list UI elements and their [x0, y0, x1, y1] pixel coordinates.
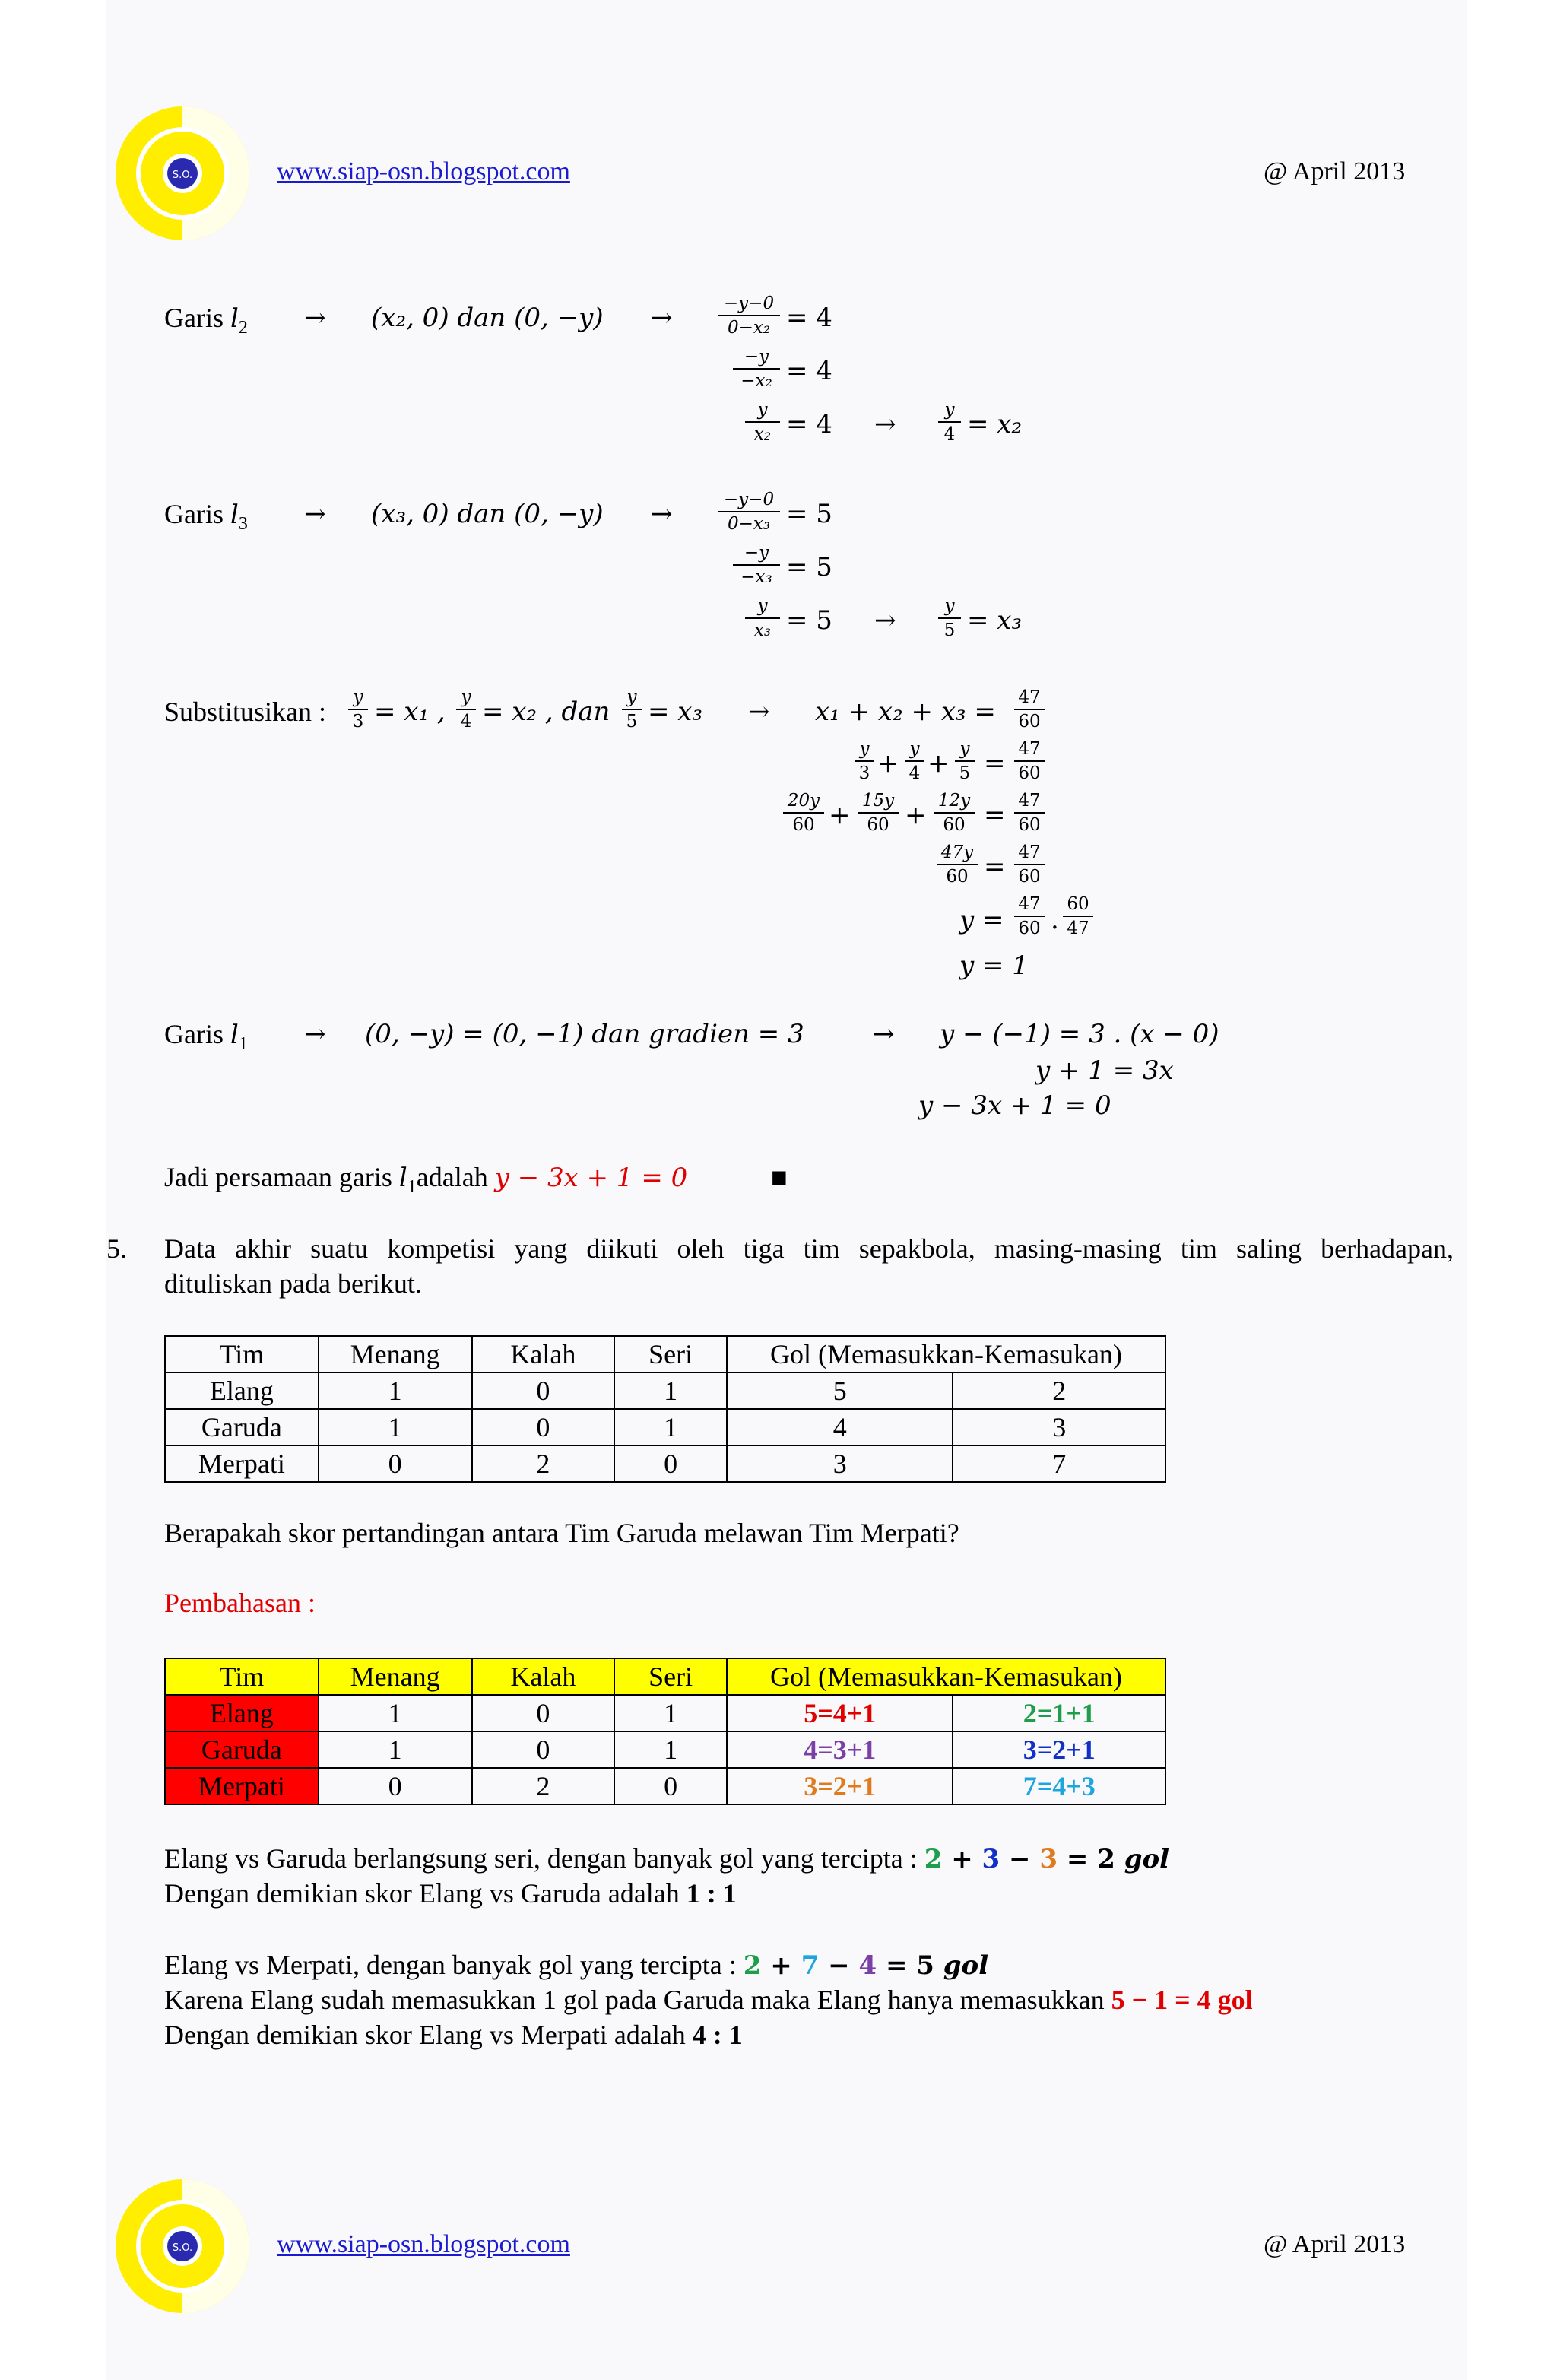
header-cell: Kalah	[472, 1336, 615, 1372]
table-cell: 0	[472, 1695, 615, 1731]
header-cell: Seri	[614, 1658, 727, 1695]
garis-l3-points: (x₃, 0) dan (0, −y)	[371, 499, 604, 529]
l3-arrow3: →	[874, 605, 896, 636]
l2-arrow3: →	[874, 409, 896, 440]
problem-number: 5.	[106, 1233, 127, 1264]
table-cell: 0	[614, 1445, 727, 1482]
problem-line-2: dituliskan pada berikut.	[164, 1268, 422, 1299]
table-row	[165, 1445, 1165, 1482]
goal-out-cell: 2=1+1	[953, 1695, 1165, 1731]
s3-plus1: +	[829, 800, 851, 830]
logo-text: S.O.	[172, 170, 193, 181]
table-cell: 1	[614, 1731, 727, 1768]
header-cell: Gol (Memasukkan-Kemasukan)	[727, 1336, 1165, 1372]
s2-frac-y3: y 3	[855, 738, 874, 784]
s2-plus2: +	[928, 748, 950, 779]
header-cell: Seri	[614, 1336, 727, 1372]
l2-frac-1: −y−0 0−x₂	[718, 293, 780, 338]
table-row	[165, 1695, 1165, 1731]
s2-plus1: +	[877, 748, 899, 779]
footer-url-link[interactable]: www.siap-osn.blogspot.com	[277, 2230, 570, 2258]
table-row	[165, 1731, 1165, 1768]
s3-plus2: +	[905, 800, 927, 830]
l2-frac-2: −y −x₂	[733, 346, 780, 392]
garis-l2-label: Garis $l_2$	[164, 303, 248, 338]
garis-l1-r3: y − 3x + 1 = 0	[918, 1090, 1111, 1121]
garis-l3-arrow: →	[304, 499, 326, 529]
table-cell: 5	[727, 1372, 953, 1409]
table-cell: 3	[953, 1409, 1165, 1445]
table-cell: 1	[319, 1409, 472, 1445]
subst-p3: = x₃	[648, 697, 703, 727]
garis-l1-r2: y + 1 = 3x	[1035, 1055, 1174, 1086]
table-cell: 1	[319, 1731, 472, 1768]
s5-dot: .	[1051, 905, 1059, 935]
table-header-row	[165, 1336, 1165, 1372]
table-cell: 1	[614, 1409, 727, 1445]
s3-eq: =	[984, 800, 1006, 830]
s5-frac-47-60: 47 60	[1014, 893, 1045, 939]
garis-l3-arrow2: →	[651, 499, 673, 529]
team-cell: Merpati	[165, 1768, 319, 1804]
table-cell: 1	[319, 1372, 472, 1409]
table-cell: 2	[472, 1445, 615, 1482]
footer-logo-icon	[114, 2178, 251, 2315]
s6-y1: y = 1	[959, 950, 1029, 981]
logo-icon	[114, 105, 251, 242]
subst-frac-y3: y 3	[348, 687, 368, 732]
garis-l1-r1: y − (−1) = 3 . (x − 0)	[940, 1019, 1219, 1049]
l2-eq3-rhs: = 4	[786, 409, 832, 440]
subst-frac-47-60-a: 47 60	[1014, 687, 1045, 732]
solution-line-3: Elang vs Merpati, dengan banyak gol yang tercipta : 2 + 7 − 4 = 5 gol	[164, 1950, 989, 1981]
garis-l3-label: Garis $l_3$	[164, 499, 248, 535]
l3-frac-res: y 5	[938, 595, 961, 641]
table-cell: 2	[953, 1372, 1165, 1409]
subst-p1: = x₁ ,	[374, 697, 446, 727]
header-date: @ April 2013	[1264, 157, 1406, 186]
garis-l2-points: (x₂, 0) dan (0, −y)	[371, 303, 604, 333]
l3-eq1-rhs: = 5	[786, 499, 832, 529]
solution-line-5: Dengan demikian skor Elang vs Merpati adalah 4 : 1	[164, 2020, 743, 2050]
question: Berapakah skor pertandingan antara Tim Garuda melawan Tim Merpati?	[164, 1518, 959, 1548]
table-row	[165, 1768, 1165, 1804]
header-cell: Tim	[165, 1658, 319, 1695]
l3-eq3-rhs: = 5	[786, 605, 832, 636]
table-cell: 7	[953, 1445, 1165, 1482]
header-cell: Gol (Memasukkan-Kemasukan)	[727, 1658, 1165, 1695]
goal-out-cell: 3=2+1	[953, 1731, 1165, 1768]
table-cell: 0	[472, 1731, 615, 1768]
subst-l1: x₁ + x₂ + x₃ =	[815, 697, 996, 727]
team-cell: Elang	[165, 1695, 319, 1731]
table-cell: 0	[319, 1445, 472, 1482]
table-cell: 0	[319, 1768, 472, 1804]
table-row	[165, 1409, 1165, 1445]
table-cell: Merpati	[165, 1445, 319, 1482]
table-cell: 0	[472, 1372, 615, 1409]
l2-frac-3: y x₂	[745, 399, 780, 445]
subst-arrow: →	[748, 697, 770, 727]
header-url-link[interactable]: www.siap-osn.blogspot.com	[277, 157, 570, 186]
solution-header-row	[165, 1658, 1165, 1695]
header-cell: Kalah	[472, 1658, 615, 1695]
table-cell: 1	[319, 1695, 472, 1731]
subst-p2: = x₂ , dan	[482, 697, 610, 727]
solution-table	[164, 1658, 1166, 1805]
solution-line-4: Karena Elang sudah memasukkan 1 gol pada Garuda maka Elang hanya memasukkan 5 − 1 = 4 gol	[164, 1985, 1253, 2015]
team-cell: Garuda	[165, 1731, 319, 1768]
l3-res-rhs: = x₃	[967, 605, 1023, 636]
pembahasan-label: Pembahasan :	[164, 1588, 316, 1618]
conclusion-eq: y − 3x + 1 = 0	[494, 1163, 688, 1193]
footer-logo-text: S.O.	[172, 2242, 193, 2254]
s4-frac-47-60: 47 60	[1014, 842, 1045, 887]
conclusion: Jadi persamaan garis $l_1adalah$ y − 3x + 1 = 0	[164, 1162, 688, 1198]
l2-res-rhs: = x₂	[967, 409, 1023, 440]
goal-in-cell: 4=3+1	[727, 1731, 953, 1768]
header-cell: Menang	[319, 1658, 472, 1695]
l2-eq2-rhs: = 4	[786, 356, 832, 386]
s5-yeq: y =	[959, 905, 1004, 935]
results-table	[164, 1335, 1166, 1483]
s4-eq: =	[984, 852, 1006, 882]
subst-frac-y5: y 5	[622, 687, 642, 732]
s5-frac-60-47: 60 47	[1063, 893, 1093, 939]
table-cell: Elang	[165, 1372, 319, 1409]
problem-line-1: Data akhir suatu kompetisi yang diikuti oleh tiga tim sepakbola, masing-masing tim saling berhadapan,	[164, 1233, 1454, 1264]
l3-frac-3: y x₃	[745, 595, 780, 641]
solution-line-2: Dengan demikian skor Elang vs Garuda adalah 1 : 1	[164, 1878, 737, 1909]
table-cell: 0	[614, 1768, 727, 1804]
l2-frac-res: y 4	[938, 399, 961, 445]
goal-in-cell: 3=2+1	[727, 1768, 953, 1804]
goal-in-cell: 5=4+1	[727, 1695, 953, 1731]
table-cell: 3	[727, 1445, 953, 1482]
s2-frac-y4: y 4	[905, 738, 924, 784]
garis-l2-arrow2: →	[651, 303, 673, 333]
table-cell: 0	[472, 1409, 615, 1445]
table-cell: Garuda	[165, 1409, 319, 1445]
table-cell: 1	[614, 1695, 727, 1731]
s2-eq: =	[984, 748, 1006, 779]
l3-frac-1: −y−0 0−x₃	[718, 489, 780, 535]
s3-frac-15y: 15y 60	[858, 790, 899, 836]
l3-frac-2: −y −x₃	[733, 542, 780, 588]
l3-eq2-rhs: = 5	[786, 552, 832, 582]
garis-l1-arrow2: →	[873, 1019, 895, 1049]
s3-frac-47-60: 47 60	[1014, 790, 1045, 836]
solution-line-1: Elang vs Garuda berlangsung seri, dengan banyak gol yang tercipta : 2 + 3 − 3 = 2 gol	[164, 1843, 1170, 1874]
header-cell: Tim	[165, 1336, 319, 1372]
garis-l1-label: Garis $l_1$	[164, 1019, 248, 1055]
qed-mark: ■	[771, 1162, 788, 1192]
s2-frac-y5: y 5	[955, 738, 975, 784]
table-cell: 2	[472, 1768, 615, 1804]
s3-frac-12y: 12y 60	[934, 790, 975, 836]
s4-frac-47y: 47y 60	[937, 842, 978, 887]
goal-out-cell: 7=4+3	[953, 1768, 1165, 1804]
garis-l1-arrow: →	[304, 1019, 326, 1049]
garis-l2-arrow: →	[304, 303, 326, 333]
s3-frac-20y: 20y 60	[783, 790, 824, 836]
subst-frac-y4: y 4	[456, 687, 476, 732]
header-cell: Menang	[319, 1336, 472, 1372]
table-cell: 1	[614, 1372, 727, 1409]
garis-l1-text: (0, −y) = (0, −1) dan gradien = 3	[365, 1019, 804, 1049]
l2-eq1-rhs: = 4	[786, 303, 832, 333]
table-cell: 4	[727, 1409, 953, 1445]
subst-label: Substitusikan :	[164, 697, 327, 727]
s2-frac-47-60: 47 60	[1014, 738, 1045, 784]
table-row	[165, 1372, 1165, 1409]
footer-date: @ April 2013	[1264, 2230, 1406, 2258]
